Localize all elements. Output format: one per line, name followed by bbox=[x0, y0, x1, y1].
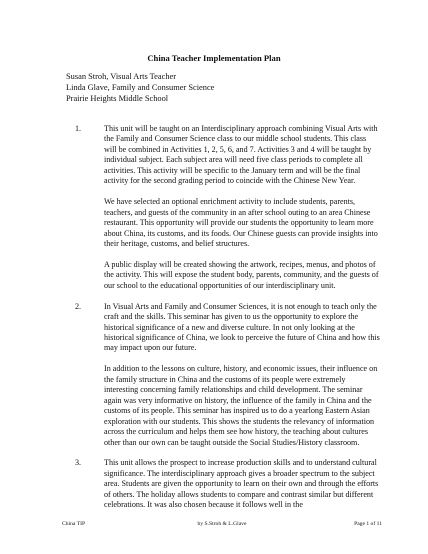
paragraph: This unit allows the prospect to increase production skills and to understand cultural significance. The interdisciplinary approach gives a broader spectrum to the subject area. Students are given the opportunity to learn on their own and through the efforts of others. The holiday allows students to compare and contrast similar but different celebrations. It was also chosen because it follows well in the bbox=[104, 458, 379, 510]
list-item bbox=[66, 302, 380, 448]
paragraph: A public display will be created showing the artwork, recipes, menus, and photos of the activity. This will expose the student body, parents, community, and the guests of our school to the educational opportunities of our interdisciplinary unit. bbox=[104, 259, 379, 290]
list-item bbox=[66, 458, 380, 510]
page-title: China Teacher Implementation Plan bbox=[147, 53, 281, 63]
list-item-number: 3. bbox=[75, 458, 82, 468]
footer-authors: by S.Stroh & L.Glave bbox=[197, 521, 247, 527]
paragraph: In addition to the lessons on culture, history, and economic issues, their influence on the family structure in China and the customs of its people were extremely interesting concerning family relationships and child development. The seminar again was very informative on history, the influence of the family in China and the customs of its people. This seminar has inspired us to do a yearlong Eastern Asian exploration with our students. This shows the students the relevancy of information across the curriculum and helps them see how history, the teaching about cultures other than our own can be taught outside the Social Studies/History classroom. bbox=[104, 364, 378, 447]
author-block bbox=[66, 71, 386, 105]
list-item-number: 1. bbox=[75, 124, 82, 133]
page-footer bbox=[62, 521, 382, 528]
author-line: Linda Glave, Family and Consumer Science bbox=[66, 83, 215, 93]
footer-doc-name: China TIP bbox=[62, 521, 86, 527]
school-line: Prairie Heights Middle School bbox=[66, 94, 169, 104]
paragraph: This unit will be taught on an Interdisciplinary approach combining Visual Arts with the Family and Consumer Science class to our middle school students. This class will be combined in Activities 1, 2, 5, 6, and 7. Activities 3 and 4 will be taught by individual subject. Each subject area will need five class periods to complete all activities. This activity will be specific to the January term and will be the final activity for the second grading period to coincide with the Chinese New Year. bbox=[104, 124, 378, 186]
numbered-list bbox=[66, 124, 380, 521]
paragraph: In Visual Arts and Family and Consumer Sciences, it is not enough to teach only the craft and the skills. This seminar has given to us the opportunity to explore the historical significance of a new and diverse culture. In not only looking at the historical significance of China, we look to perceive the future of China and how this may impact upon our future. bbox=[104, 301, 380, 353]
paragraph: We have selected an optional enrichment activity to include students, parents, teachers, and guests of the community in an after school outing to an area Chinese restaurant. This opportunity will provide our students the opportunity to learn more about China, its customs, and its foods. Our Chinese guests can provide insights into their heritage, customs, and belief structures. bbox=[104, 197, 378, 248]
author-line: Susan Stroh, Visual Arts Teacher bbox=[66, 72, 177, 81]
list-item-number: 2. bbox=[75, 301, 82, 311]
footer-page-number: Page 1 of 11 bbox=[354, 521, 382, 527]
list-item bbox=[66, 124, 380, 291]
